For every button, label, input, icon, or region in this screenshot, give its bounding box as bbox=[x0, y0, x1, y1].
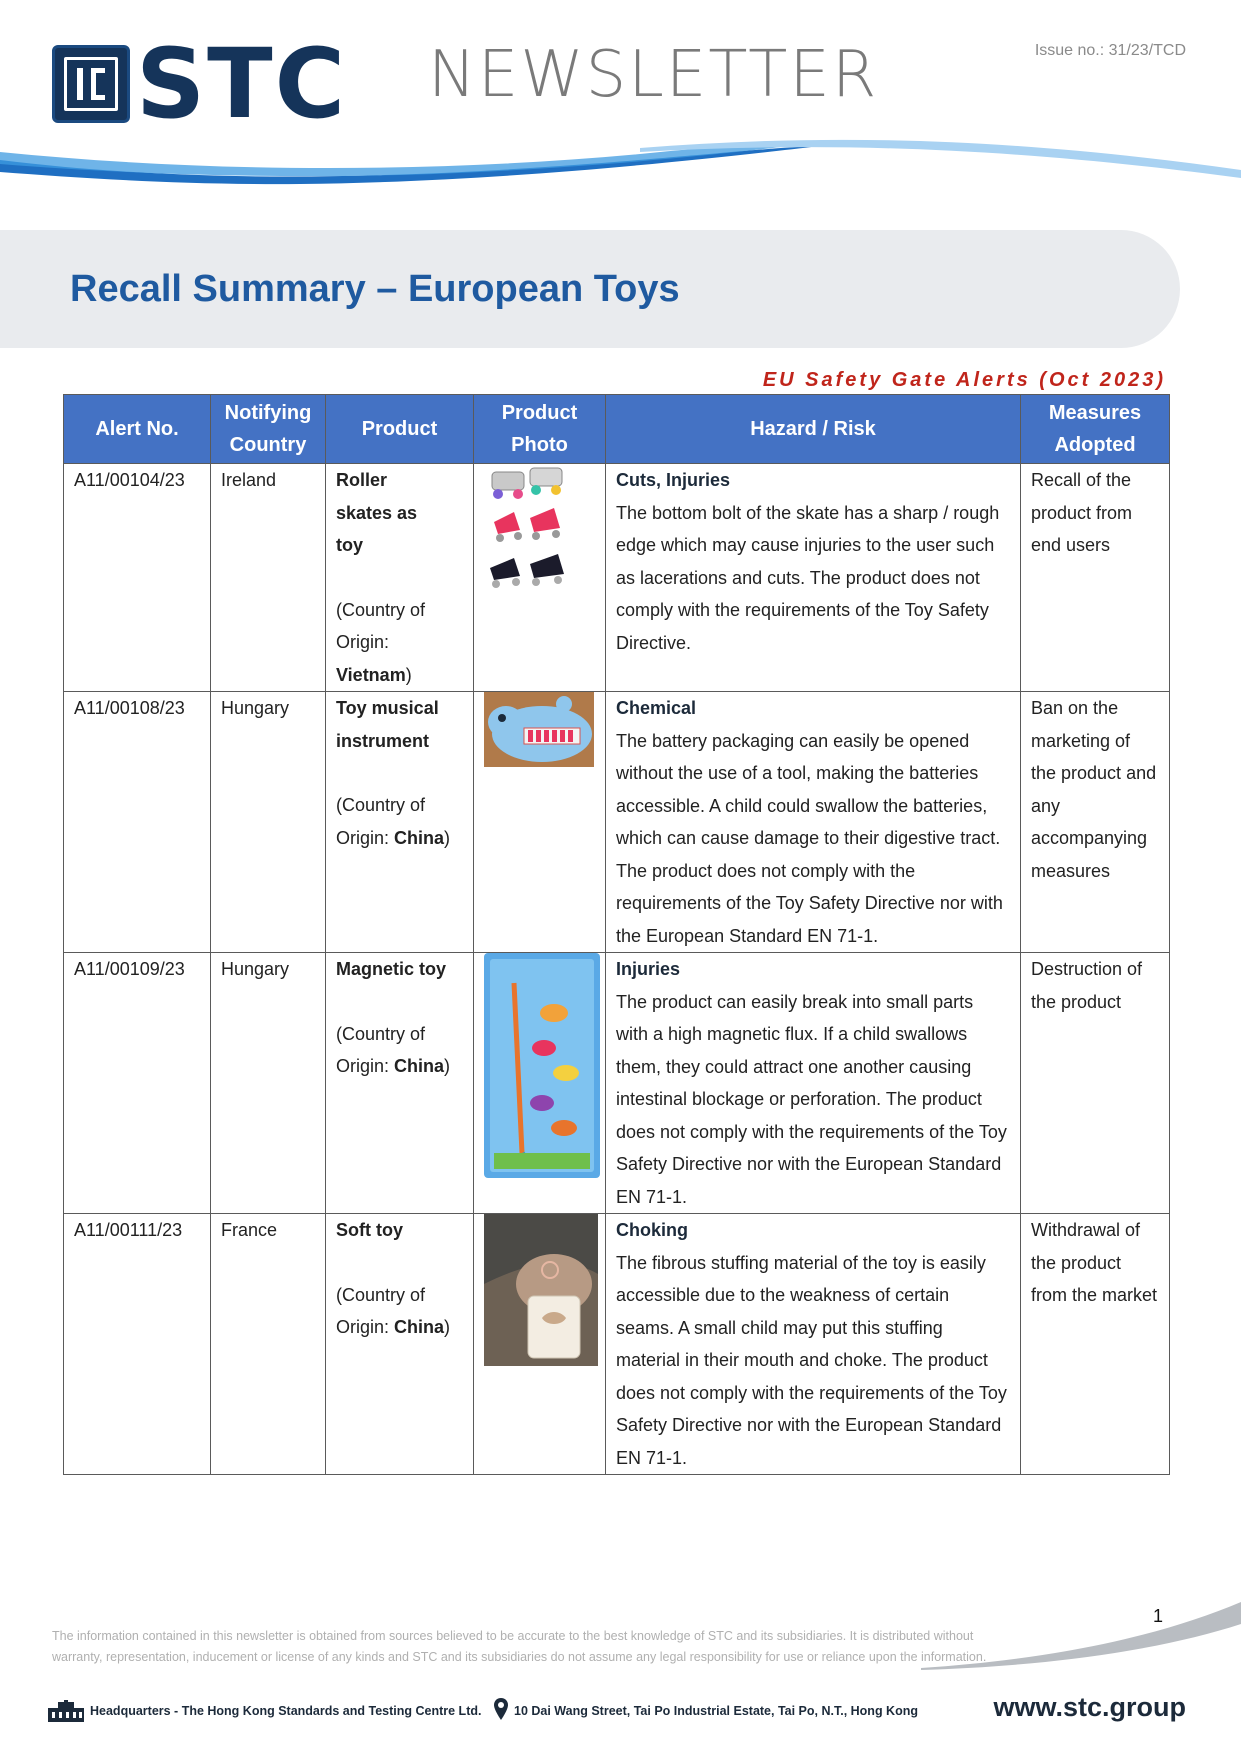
recall-table bbox=[63, 394, 1170, 1475]
hazard-title: Chemical bbox=[616, 698, 697, 718]
header-product-photo: Product Photo bbox=[474, 395, 606, 464]
address: 10 Dai Wang Street, Tai Po Industrial Estate, Tai Po, N.T., Hong Kong bbox=[514, 1704, 918, 1718]
logo-text: STC bbox=[136, 28, 348, 140]
product-name: Soft toy bbox=[336, 1220, 403, 1240]
table-row bbox=[64, 953, 1170, 1214]
alert-no: A11/00104/23 bbox=[64, 464, 211, 692]
product-cell bbox=[326, 953, 474, 1214]
location-pin-icon bbox=[494, 1698, 508, 1720]
country-of-origin: (Country of Origin: China) bbox=[336, 1023, 451, 1076]
hazard-title: Cuts, Injuries bbox=[616, 470, 731, 490]
soft-toy-photo-icon bbox=[484, 1214, 598, 1366]
table-row bbox=[64, 692, 1170, 953]
measures-adopted: Destruction of the product bbox=[1021, 953, 1170, 1214]
hazard-cell bbox=[606, 464, 1021, 692]
header-notifying-country: Notifying Country bbox=[211, 395, 326, 464]
product-cell bbox=[326, 464, 474, 692]
alert-no: A11/00111/23 bbox=[64, 1214, 211, 1475]
stc-logo-icon bbox=[52, 45, 130, 123]
issue-number: Issue no.: 31/23/TCD bbox=[1034, 42, 1186, 59]
title-band bbox=[0, 230, 1180, 348]
notifying-country: Hungary bbox=[211, 692, 326, 953]
page-footer bbox=[0, 1690, 1241, 1730]
hazard-title: Choking bbox=[616, 1220, 688, 1240]
hazard-text: The fibrous stuffing material of the toy is easily accessible due to the weakness of certain seams. A small child may put this stuffing material in their mouth and choke. The product does not comply with the requirements of the Toy Safety Directive nor with the European Standard EN 71-1. bbox=[616, 1252, 1007, 1468]
hazard-cell bbox=[606, 692, 1021, 953]
stc-logo bbox=[52, 28, 348, 140]
page-header bbox=[0, 0, 1241, 200]
product-photo-cell bbox=[474, 1214, 606, 1475]
roller-skates-photo-icon bbox=[484, 464, 572, 599]
alert-caption: EU Safety Gate Alerts (Oct 2023) bbox=[762, 369, 1166, 391]
header-alert-no: Alert No. bbox=[64, 395, 211, 464]
product-photo-cell bbox=[474, 953, 606, 1214]
hazard-title: Injuries bbox=[616, 959, 681, 979]
website-link[interactable]: www.stc.group bbox=[993, 1692, 1186, 1722]
notifying-country: France bbox=[211, 1214, 326, 1475]
table-header-row bbox=[64, 395, 1170, 464]
measures-adopted: Withdrawal of the product from the market bbox=[1021, 1214, 1170, 1475]
hazard-text: The battery packaging can easily be opened without the use of a tool, making the batteries accessible. A child could swallow the batteries, which can cause damage to their digestive tract. The product does not comply with the requirements of the Toy Safety Directive nor with the European Standard EN 71-1. bbox=[616, 730, 1003, 946]
table-row bbox=[64, 1214, 1170, 1475]
country-of-origin: (Country of Origin: China) bbox=[336, 1284, 451, 1337]
newsletter-label: NEWSLETTER bbox=[428, 38, 879, 112]
hazard-cell bbox=[606, 1214, 1021, 1475]
product-cell bbox=[326, 1214, 474, 1475]
product-cell bbox=[326, 692, 474, 953]
disclaimer: The information contained in this newsletter is obtained from sources believed to be accurate to the best knowledge of STC and its subsidiaries. It is distributed without warranty, representation, inducement or license of any kinds and STC and its subsidiaries do not assume any legal responsibility for use or reliance upon the information. bbox=[52, 1629, 987, 1664]
product-name: Toy musical instrument bbox=[336, 698, 439, 751]
hazard-text: The product can easily break into small parts with a high magnetic flux. If a child swallows them, they could attract one another causing intestinal blockage or perforation. The product does not comply with the requirements of the Toy Safety Directive nor with the European Standard EN 71-1. bbox=[616, 991, 1007, 1207]
table-row bbox=[64, 464, 1170, 692]
country-of-origin: (Country of Origin: Vietnam) bbox=[336, 599, 426, 685]
header-product: Product bbox=[326, 395, 474, 464]
country-of-origin: (Country of Origin: China) bbox=[336, 795, 451, 848]
notifying-country: Ireland bbox=[211, 464, 326, 692]
page-title: Recall Summary – European Toys bbox=[70, 268, 680, 310]
alert-no: A11/00108/23 bbox=[64, 692, 211, 953]
header-swoosh-icon bbox=[0, 130, 1241, 200]
headquarters: Headquarters - The Hong Kong Standards and Testing Centre Ltd. bbox=[90, 1704, 482, 1718]
product-photo-cell bbox=[474, 464, 606, 692]
building-icon bbox=[48, 1700, 84, 1722]
alert-no: A11/00109/23 bbox=[64, 953, 211, 1214]
measures-adopted: Recall of the product from end users bbox=[1021, 464, 1170, 692]
header-measures: Measures Adopted bbox=[1021, 395, 1170, 464]
musical-toy-photo-icon bbox=[484, 692, 594, 767]
magnetic-toy-photo-icon bbox=[484, 953, 600, 1178]
notifying-country: Hungary bbox=[211, 953, 326, 1214]
product-name: Roller skates as toy bbox=[336, 470, 418, 555]
header-hazard: Hazard / Risk bbox=[606, 395, 1021, 464]
product-name: Magnetic toy bbox=[336, 959, 447, 979]
measures-adopted: Ban on the marketing of the product and any accompanying measures bbox=[1021, 692, 1170, 953]
hazard-text: The bottom bolt of the skate has a sharp / rough edge which may cause injuries to the user such as lacerations and cuts. The product does not comply with the requirements of the Toy Safety Directive. bbox=[616, 502, 1000, 653]
page-number: 1 bbox=[1152, 1606, 1163, 1626]
hazard-cell bbox=[606, 953, 1021, 1214]
product-photo-cell bbox=[474, 692, 606, 953]
